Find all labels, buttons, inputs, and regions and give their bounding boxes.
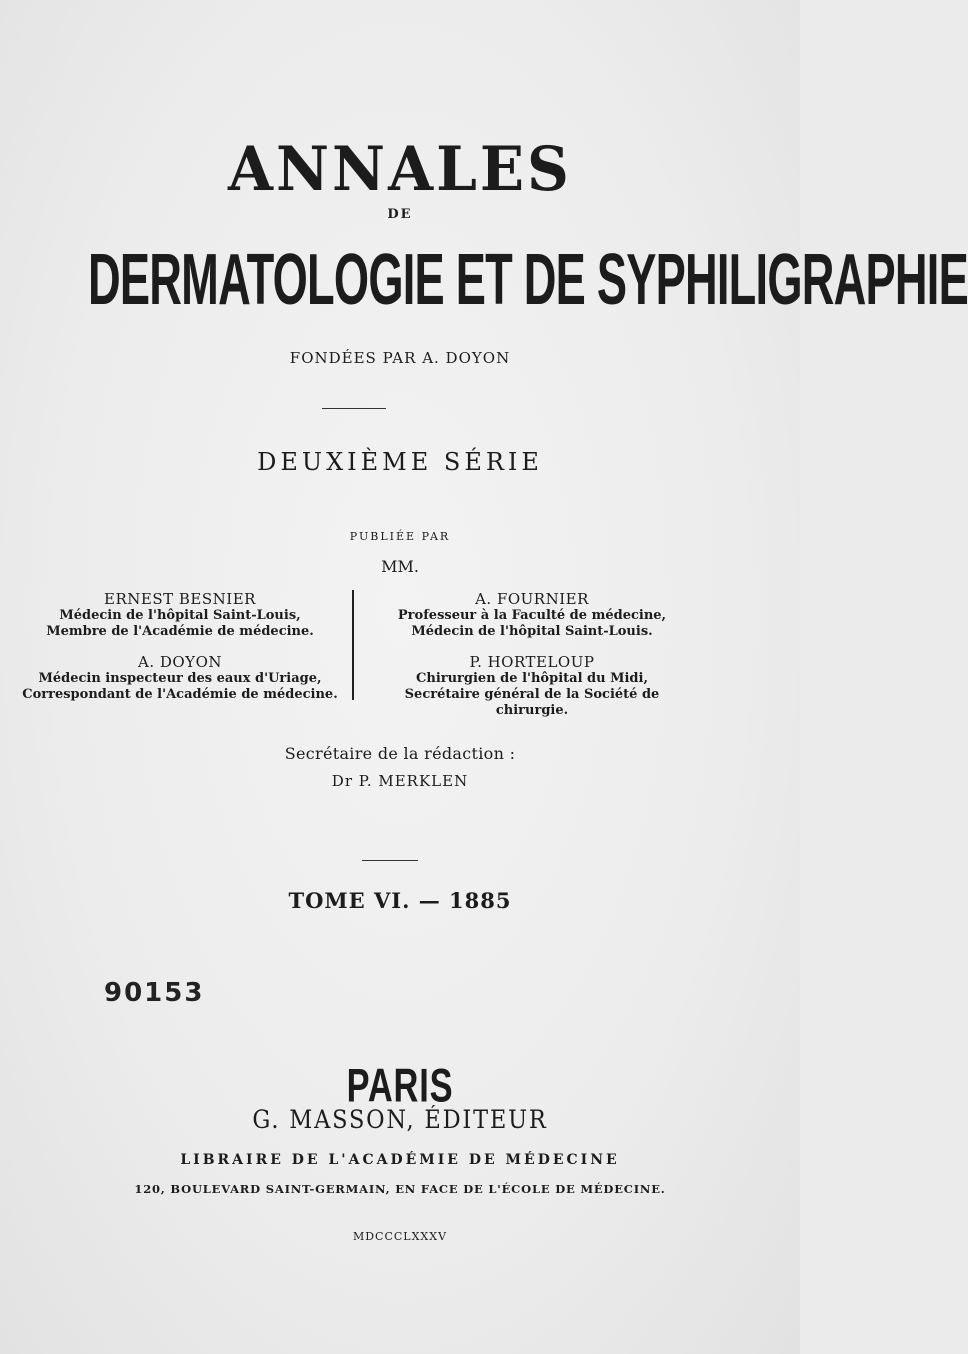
journal-title-annales: ANNALES: [228, 133, 572, 205]
secretary-name: Dr P. MERKLEN: [331, 772, 469, 790]
editor-title: Correspondant de l'Académie de médecine.: [22, 687, 338, 702]
published-by: PUBLIÉE PAR: [349, 530, 451, 543]
journal-title-de: DE: [387, 207, 413, 222]
imprint-year: MDCCCLXXXV: [352, 1230, 448, 1243]
editor-title: Membre de l'Académie de médecine.: [46, 624, 314, 639]
editor-doyon: [10, 653, 350, 703]
column-divider: [352, 590, 354, 700]
journal-title-main: DERMATOLOGIE ET DE SYPHILIGRAPHIE: [88, 238, 968, 321]
founders-line: FONDÉES PAR A. DOYON: [289, 349, 511, 367]
editor-title: Professeur à la Faculté de médecine,: [397, 608, 667, 623]
divider-rule: [322, 408, 386, 409]
series-heading: DEUXIÈME SÉRIE: [257, 448, 543, 476]
imprint-city: PARIS: [346, 1059, 454, 1112]
editor-horteloup: [372, 653, 692, 719]
imprint-address: 120, BOULEVARD SAINT-GERMAIN, EN FACE DE L'ÉCOLE DE MÉDECINE.: [134, 1182, 666, 1196]
imprint-libraire: LIBRAIRE DE L'ACADÉMIE DE MÉDECINE: [180, 1152, 620, 1168]
editor-title: Médecin inspecteur des eaux d'Uriage,: [38, 671, 322, 686]
editor-besnier: [10, 590, 350, 640]
divider-rule: [362, 860, 418, 861]
secretary-label: Secrétaire de la rédaction :: [284, 744, 516, 763]
editor-name: P. HORTELOUP: [469, 653, 595, 671]
imprint-publisher: G. MASSON, ÉDITEUR: [252, 1105, 548, 1134]
editor-title: Médecin de l'hôpital Saint-Louis.: [411, 624, 653, 639]
editor-fournier: [372, 590, 692, 640]
messieurs-label: MM.: [381, 557, 419, 576]
editor-title: Chirurgien de l'hôpital du Midi,: [416, 671, 648, 686]
editor-name: A. DOYON: [137, 653, 223, 671]
volume-line: TOME VI. — 1885: [288, 888, 512, 913]
editor-name: A. FOURNIER: [475, 590, 589, 608]
editor-title: Médecin de l'hôpital Saint-Louis,: [59, 608, 301, 623]
editor-title: Secrétaire général de la Société de chirurgie.: [404, 687, 660, 718]
library-stamp-number: 90153: [104, 978, 205, 1008]
editor-name: ERNEST BESNIER: [104, 590, 256, 608]
